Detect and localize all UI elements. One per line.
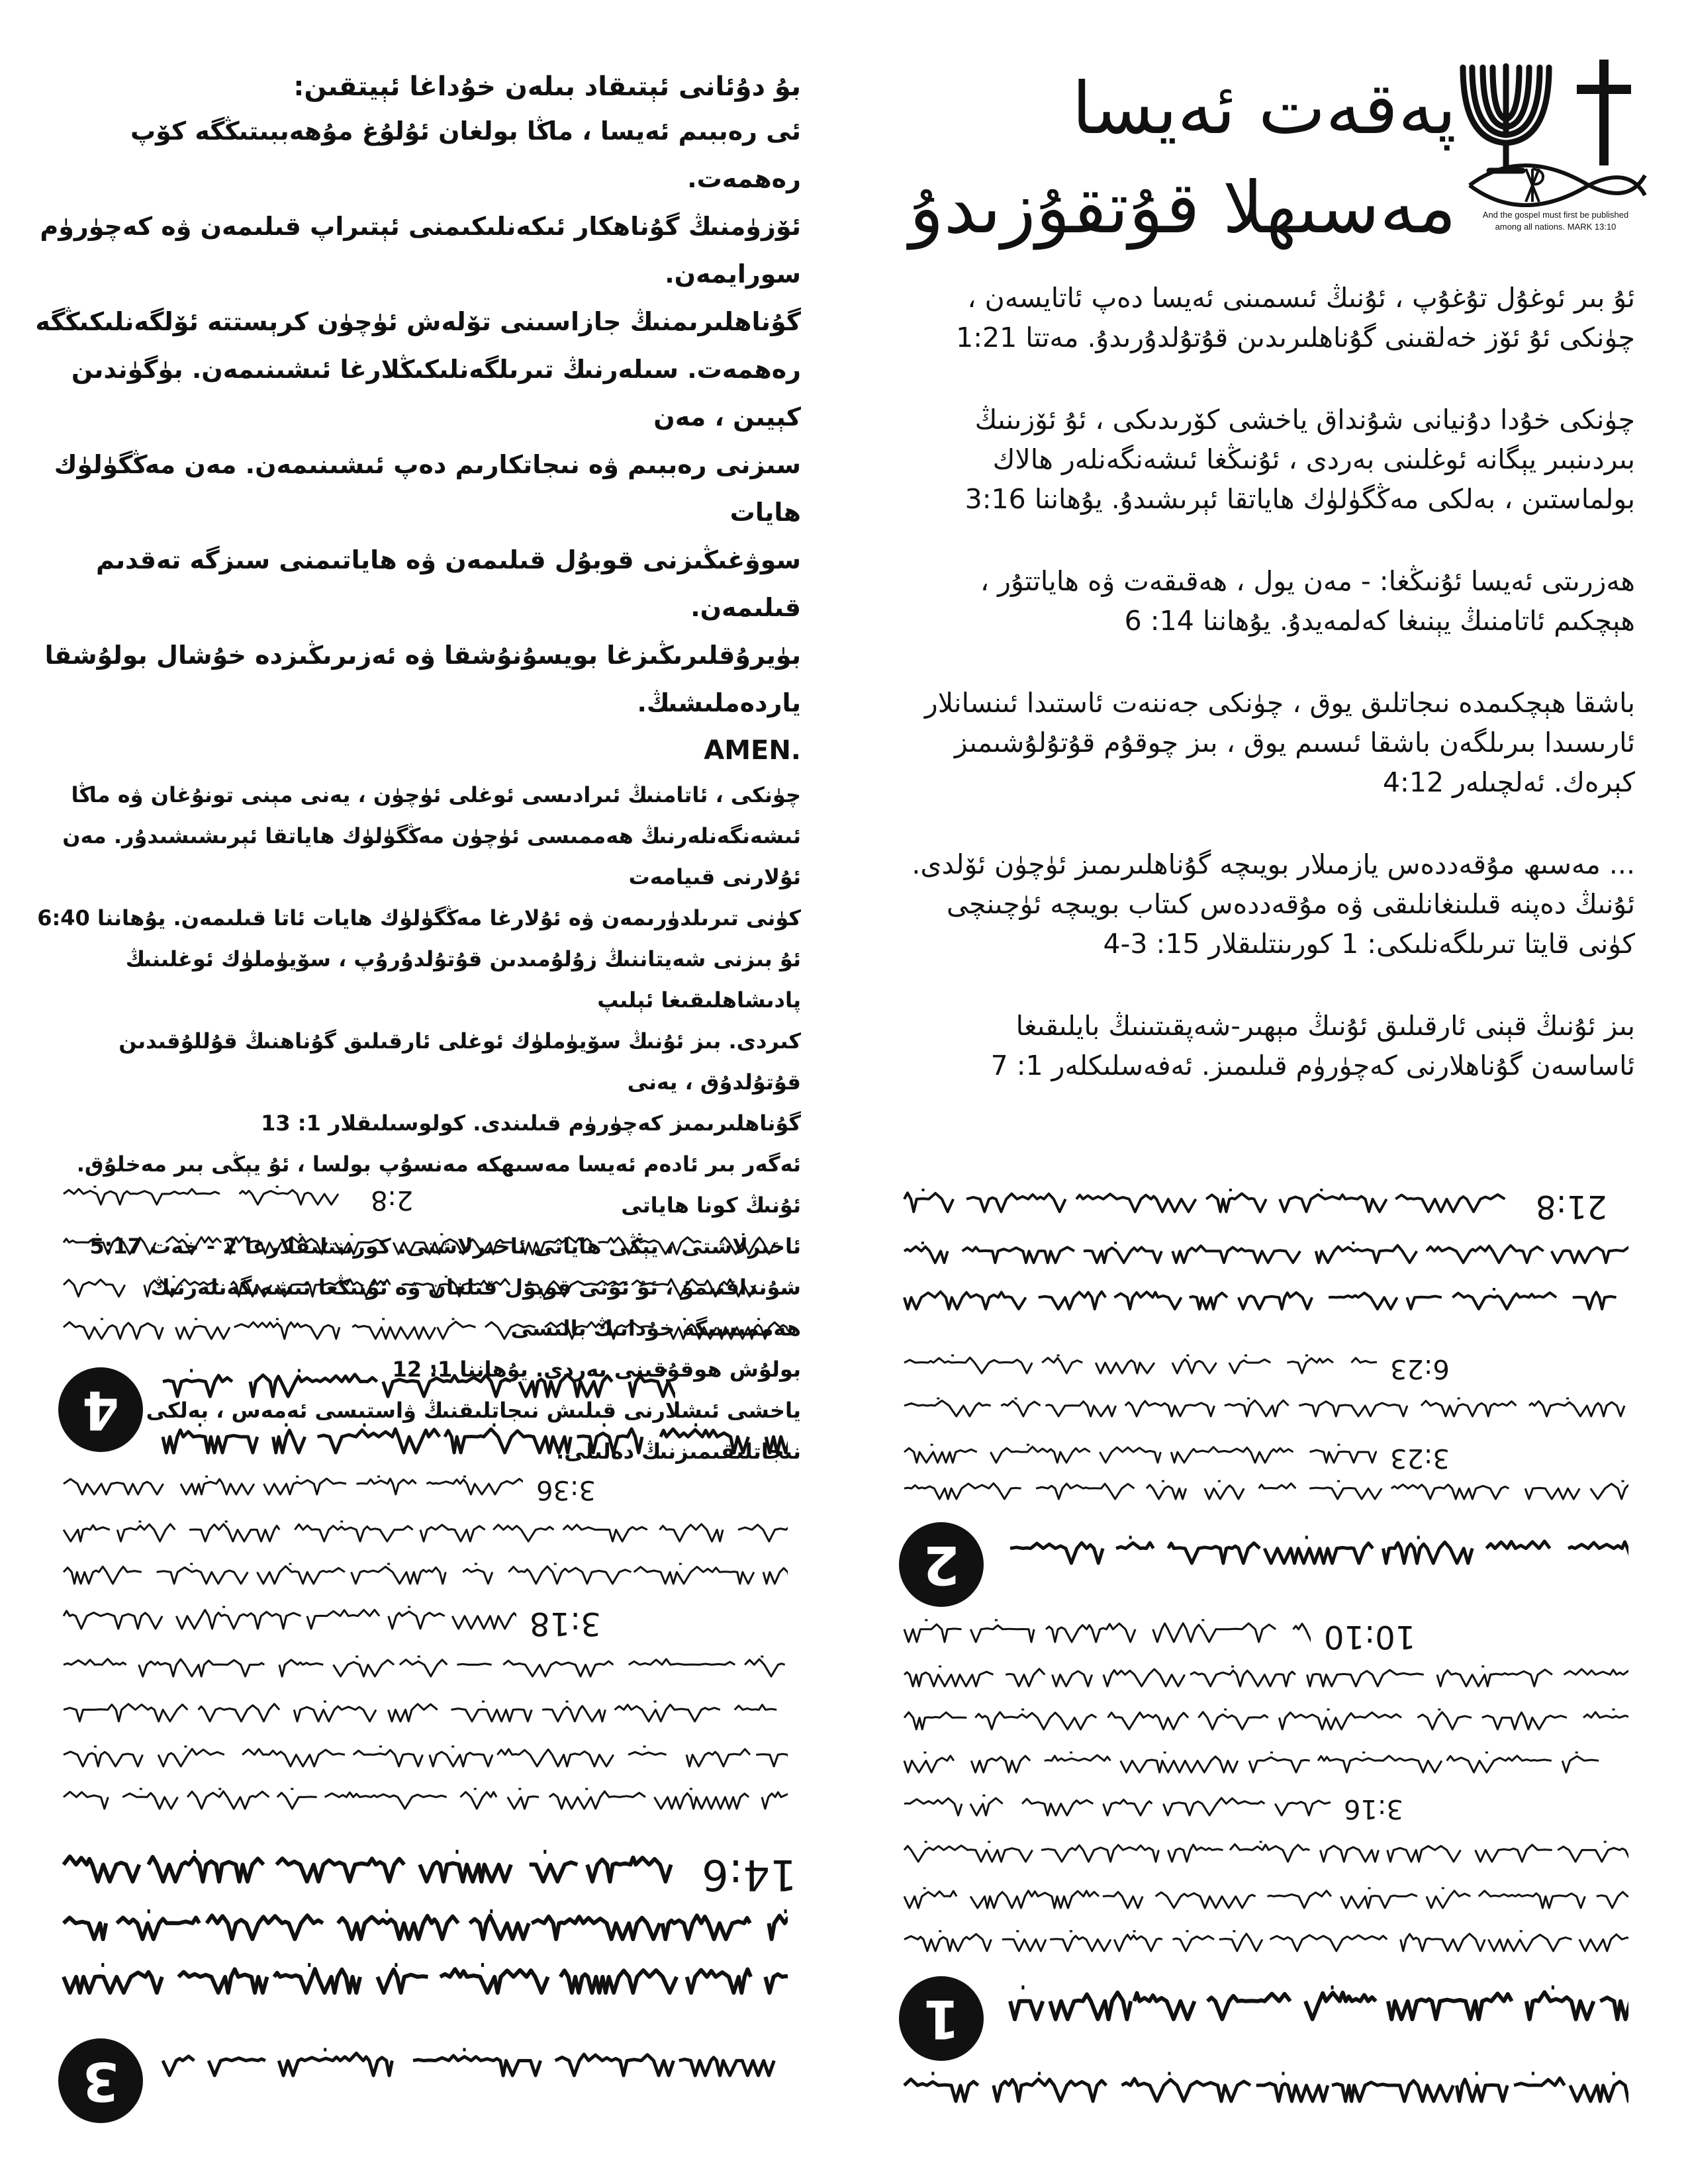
verse-line: چۈنكى ئۇ ئۆز خەلقىنى گۇناھلىرىدىن قۇتۇلدۇرىدۇ. مەتتا 1:21 — [956, 322, 1635, 353]
script-text-line — [60, 1317, 788, 1346]
panel-ref-number: 2:8 — [371, 1185, 414, 1215]
verse-block — [887, 683, 1635, 802]
prayer-line: سىزنى رەببىم ۋە نىجاتكارىم دەپ ئىشىنىمەن. مەن مەڭگۈلۈك ھايات — [54, 450, 801, 527]
number-badge: 3 — [58, 2038, 143, 2123]
script-text-line — [900, 1188, 1523, 1220]
prayer-line: بۈيرۇقلىرىڭىزغا بويسۇنۇشقا ۋە ئەزىرىڭىزدە خۇشال بولۇشقا ياردەملىشىڭ. — [44, 641, 801, 717]
script-text-line — [60, 1850, 688, 1892]
amen-text: AMEN. — [704, 735, 801, 766]
prayer-line: سوۋغىڭىزنى قوبۇل قىلىمەن ۋە ھاياتىمنى سىزگە تەقدىم قىلىمەن. — [96, 545, 801, 622]
prayer-line: ئۆزۈمنىڭ گۇناھكار ئىكەنلىكىمنى ئېتىراپ قىلىمەن ۋە كەچۈرۈم سورايمەن. — [40, 212, 801, 289]
script-text-line — [900, 1929, 1628, 1958]
verse-line: بىز ئۇنىڭ قېنى ئارقىلىق ئۇنىڭ مېھىر-شەپقىتىنىڭ بايلىقىغا — [1015, 1010, 1635, 1042]
number-badge: 2 — [899, 1522, 984, 1607]
prayer-verse-line: ئەگەر بىر ئادەم ئەيسا مەسىھكە مەنسۇپ بولسا ، ئۇ يېڭى بىر مەخلۇق. ئۇنىڭ كونا ھاياتى — [76, 1152, 801, 1218]
title-line-1: پەقەت ئەيسا — [1072, 68, 1456, 150]
panel-ref-number: 6:23 — [1390, 1353, 1450, 1384]
prayer-verse-line: بولۇش ھوقۇقىنى بەردى. يۇھاننا 1: 12 — [392, 1357, 801, 1382]
logo-caption-line: among all nations. MARK 13:10 — [1495, 222, 1617, 232]
script-text-line — [60, 1605, 516, 1637]
script-text-line — [60, 1185, 357, 1211]
prayer-line: ئى رەببىم ئەيسا ، ماڭا بولغان ئۇلۇغ مۇھەببىتىڭگە كۆپ رەھمەت. — [130, 116, 801, 193]
script-text-line — [1006, 1985, 1628, 2030]
prayer-line: گۇناھلىرىمنىڭ جازاسىنى تۆلەش ئۈچۈن كرېستتە ئۆلگەنلىكىڭگە — [35, 307, 801, 336]
script-text-line — [900, 2071, 1628, 2111]
panel-ref-number: 3:36 — [536, 1475, 596, 1505]
panel-ref-number: 10:10 — [1324, 1618, 1416, 1655]
verse-line: ھەزرىتى ئەيسا ئۇنىڭغا: - مەن يول ، ھەقىقەت ۋە ھاياتتۇر ، — [980, 565, 1635, 597]
script-text-line — [159, 1423, 788, 1463]
script-text-line — [60, 1787, 788, 1816]
logo-caption-line: And the gospel must first be published — [1482, 210, 1629, 220]
script-text-line — [60, 1655, 788, 1684]
number-badge: 4 — [58, 1367, 143, 1452]
verse-line: ... مەسىھ مۇقەددەس يازمىلار بويىچە گۇناھلىرىمىز ئۈچۈن ئۆلدى. — [912, 848, 1635, 880]
verse-block — [887, 1006, 1635, 1085]
prayer-verse-line: ئۇ بىزنى شەيتاننىڭ زۇلۇمىدىن قۇتۇلدۇرۇپ ، سۆيۈملۈك ئوغلىنىڭ پادىشاھلىقىغا ئېلىپ — [125, 946, 801, 1013]
prayer-verse-line: ياخشى ئىشلارنى قىلىش نىجاتلىقنىڭ ۋاستىسى ئەمەس ، بەلكى نىجاتلىقىمىزنىڭ دەلىلى. — [146, 1398, 801, 1464]
script-text-line — [159, 1369, 675, 1406]
verse-block — [887, 561, 1635, 641]
prayer-verse-line: گۇناھلىرىمىز كەچۈرۈم قىلىندى. كولوسىلىقلار 1: 13 — [261, 1111, 801, 1136]
page-title — [880, 60, 1456, 258]
panel-ref-number: 3:23 — [1390, 1443, 1450, 1473]
verse-block — [887, 844, 1635, 964]
script-text-line — [900, 1840, 1628, 1869]
script-text-line — [60, 1745, 788, 1774]
script-text-line — [159, 2048, 781, 2085]
verse-line: كېرەك. ئەلچىلەر 4:12 — [1382, 766, 1635, 798]
prayer-verse-line: ئىشەنگەنلەرنىڭ ھەممىسى ئۈچۈن مەڭگۈلۈك ھاياتقا ئېرىشىشىدۇر. مەن ئۇلارنى قىيامەت — [62, 823, 801, 889]
script-text-line — [900, 1751, 1628, 1780]
script-text-line — [900, 1443, 1377, 1469]
verse-line: ئۇ بىر ئوغۇل تۇغۇپ ، ئۇنىڭ ئىسمىنى ئەيسا دەپ ئاتايسەن ، — [967, 282, 1635, 314]
verse-line: بولماستىن ، بەلكى مەڭگۈلۈك ھاياتقا ئېرىشىدۇ. يۇھاننا 3:16 — [964, 483, 1635, 515]
verse-line: ئارىسىدا بىرىلگەن باشقا ئىسىم يوق ، بىز چوقۇم قۇتۇلۇشىمىز — [954, 727, 1635, 758]
script-text-line — [900, 1479, 1628, 1506]
script-text-line — [60, 1700, 788, 1729]
prayer-verse-line: چۈنكى ، ئاتامنىڭ ئىرادىسى ئوغلى ئۈچۈن ، يەنى مېنى تونۇغان ۋە ماڭا — [71, 782, 801, 807]
number-badge: 1 — [899, 1976, 984, 2061]
verse-line: ئاساسەن گۇناھلارنى كەچۈرۈم قىلىمىز. ئەفەسلىكلەر 1: 7 — [990, 1050, 1635, 1081]
verse-line: بىردىنبىر يېگانە ئوغلىنى بەردى ، ئۇنىڭغا ئىشەنگەنلەر ھالاك — [992, 443, 1635, 475]
script-text-line — [60, 1562, 788, 1591]
script-text-line — [60, 1520, 788, 1549]
verse-line: ئۇنىڭ دەپنە قىلىنغانلىقى ۋە مۇقەددەس كىتاب بويىچە ئۈچىنچى — [946, 888, 1635, 920]
script-text-line — [60, 1963, 788, 2003]
prayer-heading: بۇ دۇئانى ئېتىقاد بىلەن خۇداغا ئېيتقىن: — [293, 71, 801, 102]
prayer-line: رەھمەت. سىلەرنىڭ تىرىلگەنلىكىڭلارغا ئىشىنىمەن. بۈگۈندىن كېيىن ، مەن — [71, 355, 801, 432]
script-text-line — [900, 1241, 1628, 1270]
prayer-verse-line: ئاخىرلاشتى ، يېڭى ھاياتى ئاخىرلاشتى. كورىنتلىقلارغا 2 - خەت 5:17 — [89, 1234, 801, 1259]
verses-section — [887, 278, 1635, 1128]
panel-ref-number: 21:8 — [1536, 1188, 1607, 1225]
prayer-verse-line: شۇنداقتىمۇ ، ئۇ ئۇنى قوبۇل قىلغان ۋە ئۇنىڭغا ئىشەنگەنلەرنىڭ ھەممىسىگە خۇدانىڭ بالىسى — [150, 1275, 801, 1341]
script-text-line — [900, 1618, 1311, 1650]
script-text-line — [900, 1794, 1331, 1823]
prayer-verse-line: كىردى. بىز ئۇنىڭ سۆيۈملۈك ئوغلى ئارقىلىق گۇناھنىڭ قۇللۇقىدىن قۇتۇلدۇق ، يەنى — [118, 1028, 801, 1095]
script-text-line — [60, 1275, 788, 1304]
verse-line: ھېچكىم ئاتامنىڭ يېنىغا كەلمەيدۇ. يۇھاننا 14: 6 — [1124, 605, 1635, 637]
verse-block — [887, 278, 1635, 357]
script-text-line — [60, 1232, 788, 1261]
verse-line: چۈنكى خۇدا دۇنيانى شۇنداق ياخشى كۆرىدىكى ، ئۇ ئۆزىنىڭ — [974, 404, 1635, 435]
panel-ref-number: 3:16 — [1344, 1794, 1403, 1824]
script-text-line — [900, 1353, 1377, 1380]
verse-line: كۈنى قايتا تىرىلگەنلىكى: 1 كورىنتلىقلار 15: 3-4 — [1103, 928, 1635, 960]
verse-block — [887, 400, 1635, 519]
verse-line: باشقا ھېچكىمدە نىجاتلىق يوق ، چۈنكى جەننەت ئاستىدا ئىنسانلار — [924, 687, 1635, 719]
panel-ref-number: 3:18 — [530, 1605, 601, 1642]
menorah-cross-fish-icon — [1456, 53, 1655, 212]
logo — [1456, 53, 1655, 251]
script-text-line — [1006, 1535, 1628, 1572]
title-line-2: مەسىھلا قۇتقۇزىدۇ — [909, 167, 1456, 250]
script-text-line — [900, 1287, 1628, 1316]
script-text-line — [60, 1475, 523, 1501]
logo-caption — [1456, 209, 1655, 233]
prayer-verse-line: كۈنى تىرىلدۈرىمەن ۋە ئۇلارغا مەڭگۈلۈك ھايات ئاتا قىلىمەن. يۇھاننا 6:40 — [37, 905, 801, 931]
script-text-line — [60, 1909, 788, 1949]
panel-ref-number: 14:6 — [702, 1850, 797, 1899]
script-text-line — [900, 1396, 1628, 1423]
script-text-line — [900, 1707, 1628, 1737]
script-text-line — [900, 1664, 1628, 1694]
script-text-line — [900, 1886, 1628, 1915]
